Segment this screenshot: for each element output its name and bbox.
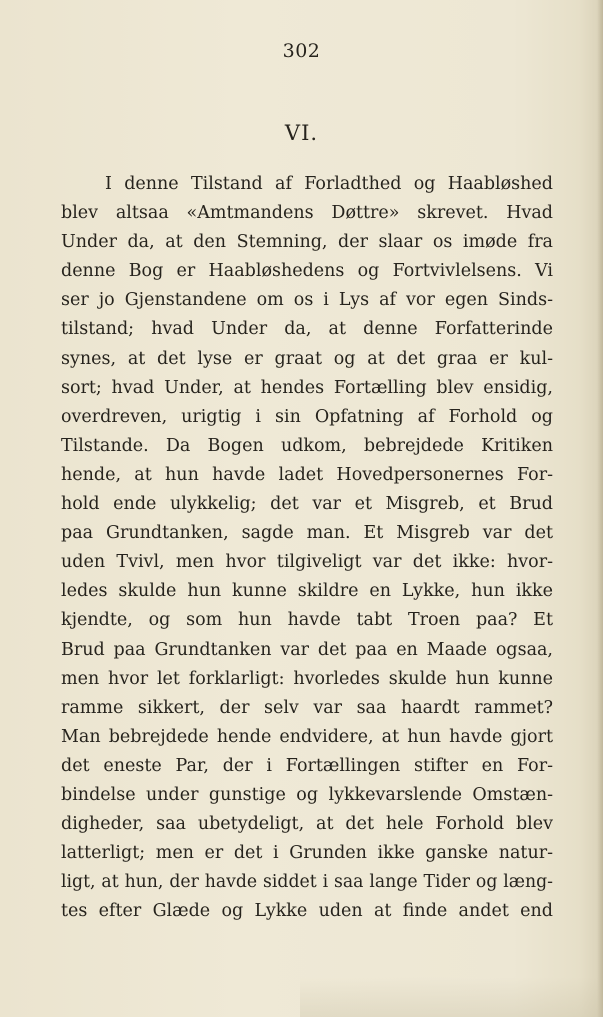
text-line: overdreven, urigtig i sin Opfatning af Forhold og [61,406,553,427]
text-line: ligt, at hun, der havde siddet i saa lange Tider og læng- [61,872,553,893]
page-number: 302 [282,40,321,62]
text-line: Man bebrejdede hende endvidere, at hun havde gjort [61,726,553,747]
text-line: det eneste Par, der i Fortællingen stifter en For- [61,755,553,776]
page-edge-shadow [597,0,603,1017]
text-line: men hvor let forklarligt: hvorledes skulde hun kunne [61,668,553,689]
text-line: ramme sikkert, der selv var saa haardt rammet? [61,697,553,718]
text-line: bindelse under gunstige og lykkevarslende Omstæn- [61,784,553,805]
text-line: paa Grundtanken, sagde man. Et Misgreb var det [61,523,553,544]
text-line: ledes skulde hun kunne skildre en Lykke, hun ikke [61,581,553,602]
page-bottom-shade [300,977,603,1017]
text-line: hold ende ulykkelig; det var et Misgreb, et Brud [61,494,553,515]
body-text [61,170,553,926]
text-line: Under da, at den Stemning, der slaar os imøde fra [61,232,553,253]
chapter-heading: VI. [284,121,319,145]
text-line: denne Bog er Haabløshedens og Fortvivlelsens. Vi [61,261,553,282]
text-line: blev altsaa «Amtmandens Døttre» skrevet. Hvad [61,203,553,224]
text-line: Brud paa Grundtanken var det paa en Maade ogsaa, [61,639,553,660]
text-line: uden Tvivl, men hvor tilgiveligt var det ikke: hvor- [61,552,553,573]
text-line: tilstand; hvad Under da, at denne Forfatterinde [61,319,553,340]
text-line: hende, at hun havde ladet Hovedpersonernes For- [61,464,553,485]
text-line: latterligt; men er det i Grunden ikke ganske natur- [61,843,553,864]
text-line: I denne Tilstand af Forladthed og Haabløshed [105,174,553,194]
text-line: sort; hvad Under, at hendes Fortælling blev ensidig, [61,377,553,398]
text-line: digheder, saa ubetydeligt, at det hele Forhold blev [61,814,553,835]
text-line: tes efter Glæde og Lykke uden at finde andet end [61,901,553,922]
text-line: ser jo Gjenstandene om os i Lys af vor egen Sinds- [61,290,553,311]
text-line: kjendte, og som hun havde tabt Troen paa? Et [61,610,553,631]
text-line: synes, at det lyse er graat og at det graa er kul- [61,348,553,369]
text-line: Tilstande. Da Bogen udkom, bebrejdede Kritiken [61,435,553,456]
